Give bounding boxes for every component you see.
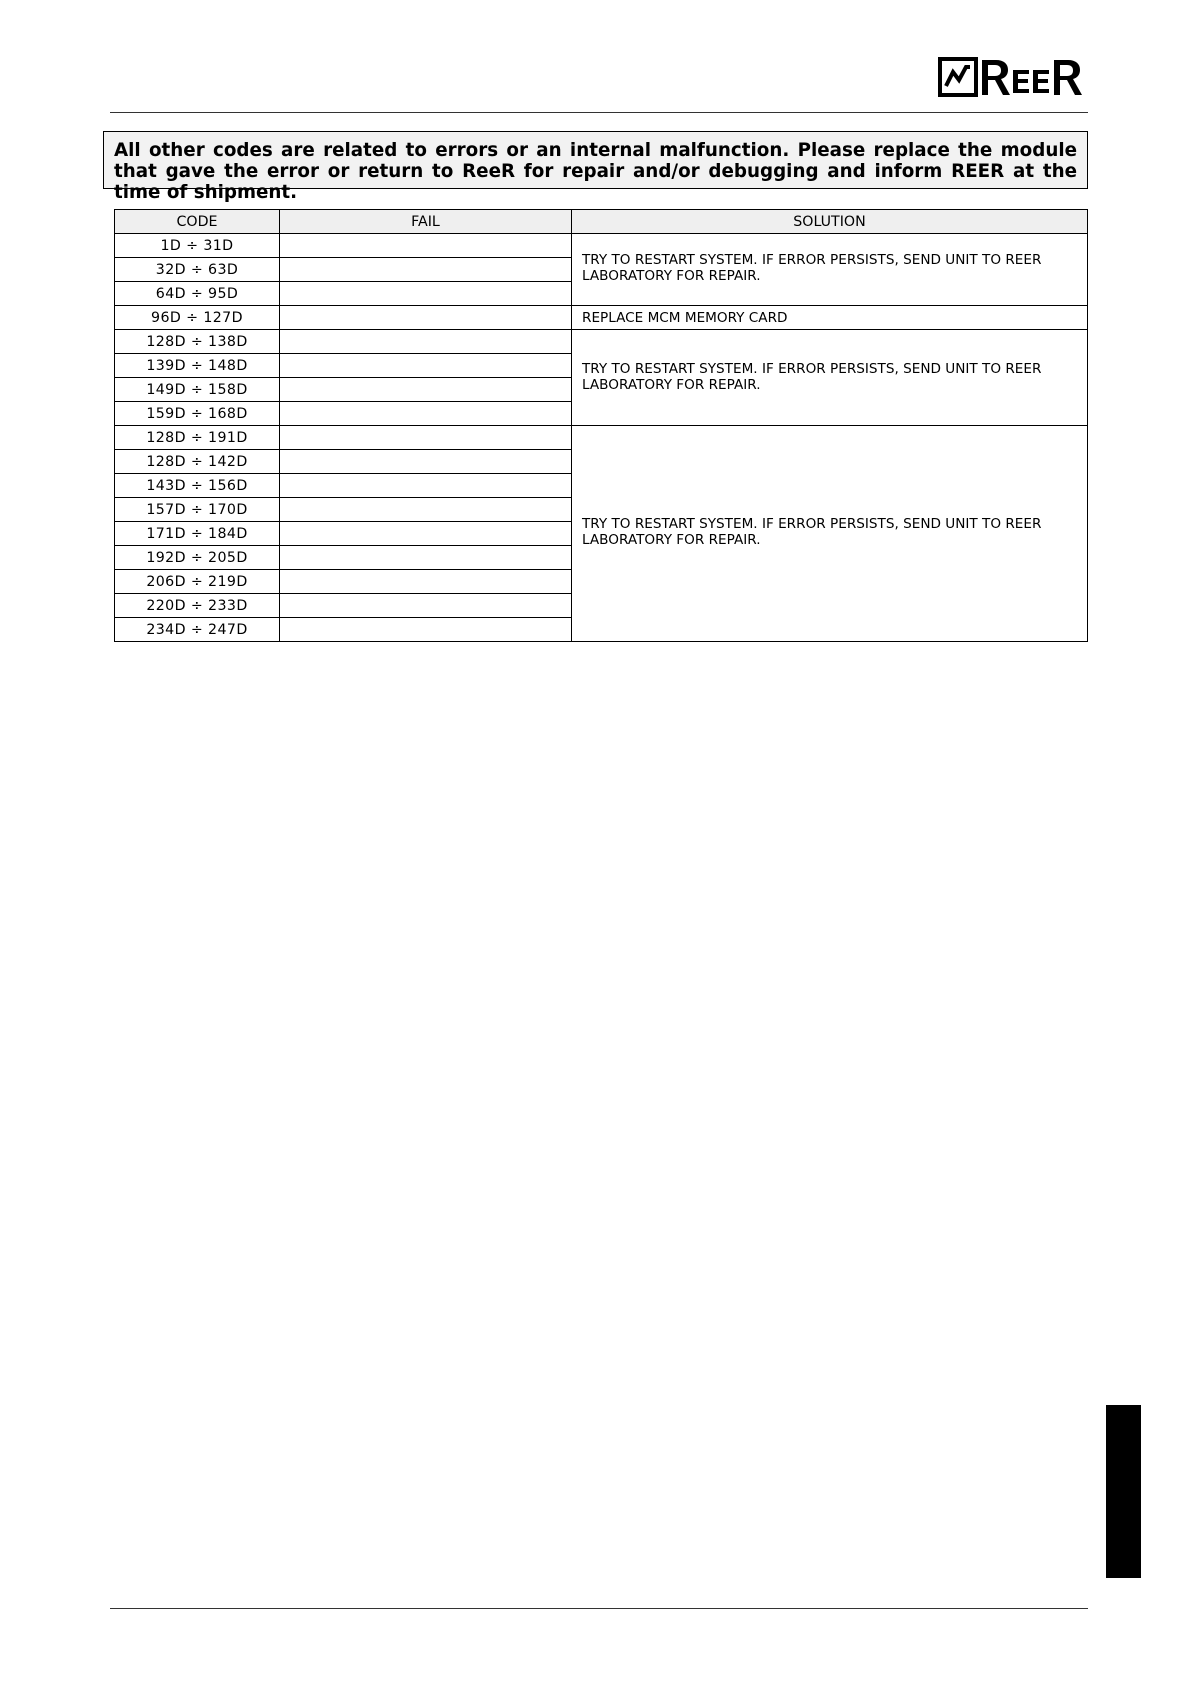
- fail-cell: [280, 546, 572, 570]
- table-header-row: [115, 210, 1088, 234]
- solution-text: TRY TO RESTART SYSTEM. IF ERROR PERSISTS, SEND UNIT TO REER LABORATORY FOR REPAIR.: [582, 361, 1042, 393]
- code-cell: 1D ÷ 31D: [115, 234, 280, 258]
- fail-cell: [280, 426, 572, 450]
- fail-cell: [280, 258, 572, 282]
- reer-logo: [937, 56, 1087, 98]
- solution-text: TRY TO RESTART SYSTEM. IF ERROR PERSISTS, SEND UNIT TO REER LABORATORY FOR REPAIR.: [582, 252, 1042, 284]
- table-row: [115, 234, 1088, 258]
- code-cell: 206D ÷ 219D: [115, 570, 280, 594]
- header-fail: FAIL: [280, 210, 572, 234]
- fail-cell: [280, 282, 572, 306]
- solution-cell: [572, 306, 1088, 330]
- code-cell: 159D ÷ 168D: [115, 402, 280, 426]
- solution-cell: [572, 426, 1088, 642]
- header-code: CODE: [115, 210, 280, 234]
- error-code-table: [114, 209, 1088, 642]
- code-cell: 128D ÷ 138D: [115, 330, 280, 354]
- header-rule: [110, 112, 1088, 113]
- fail-cell: [280, 402, 572, 426]
- code-cell: 171D ÷ 184D: [115, 522, 280, 546]
- table-row: [115, 426, 1088, 450]
- fail-cell: [280, 450, 572, 474]
- code-cell: 64D ÷ 95D: [115, 282, 280, 306]
- solution-cell: [572, 234, 1088, 306]
- table-row: [115, 306, 1088, 330]
- reer-logo-mark: [940, 59, 976, 95]
- fail-cell: [280, 234, 572, 258]
- table-row: [115, 330, 1088, 354]
- code-cell: 157D ÷ 170D: [115, 498, 280, 522]
- section-tab-marker: [1106, 1405, 1141, 1578]
- fail-cell: [280, 378, 572, 402]
- fail-cell: [280, 594, 572, 618]
- reer-logo-wordmark: [982, 60, 1082, 95]
- solution-text: TRY TO RESTART SYSTEM. IF ERROR PERSISTS, SEND UNIT TO REER LABORATORY FOR REPAIR.: [582, 516, 1042, 548]
- fail-cell: [280, 330, 572, 354]
- code-cell: 96D ÷ 127D: [115, 306, 280, 330]
- solution-cell: [572, 330, 1088, 426]
- code-cell: 234D ÷ 247D: [115, 618, 280, 642]
- fail-cell: [280, 618, 572, 642]
- fail-cell: [280, 354, 572, 378]
- fail-cell: [280, 474, 572, 498]
- code-cell: 192D ÷ 205D: [115, 546, 280, 570]
- code-cell: 32D ÷ 63D: [115, 258, 280, 282]
- code-cell: 149D ÷ 158D: [115, 378, 280, 402]
- fail-cell: [280, 522, 572, 546]
- code-cell: 220D ÷ 233D: [115, 594, 280, 618]
- code-cell: 128D ÷ 191D: [115, 426, 280, 450]
- code-cell: 143D ÷ 156D: [115, 474, 280, 498]
- code-cell: 139D ÷ 148D: [115, 354, 280, 378]
- fail-cell: [280, 570, 572, 594]
- footer-rule: [110, 1608, 1088, 1609]
- solution-text: REPLACE MCM MEMORY CARD: [582, 309, 788, 326]
- notice-box: [103, 131, 1088, 203]
- code-cell: 128D ÷ 142D: [115, 450, 280, 474]
- fail-cell: [280, 306, 572, 330]
- fail-cell: [280, 498, 572, 522]
- header-solution: SOLUTION: [572, 210, 1088, 234]
- notice-text: All other codes are related to errors or an internal malfunction. Please replace the module that gave the error or return to ReeR for repair and/or debugging and inform REER at the time of shipment.: [114, 140, 1077, 203]
